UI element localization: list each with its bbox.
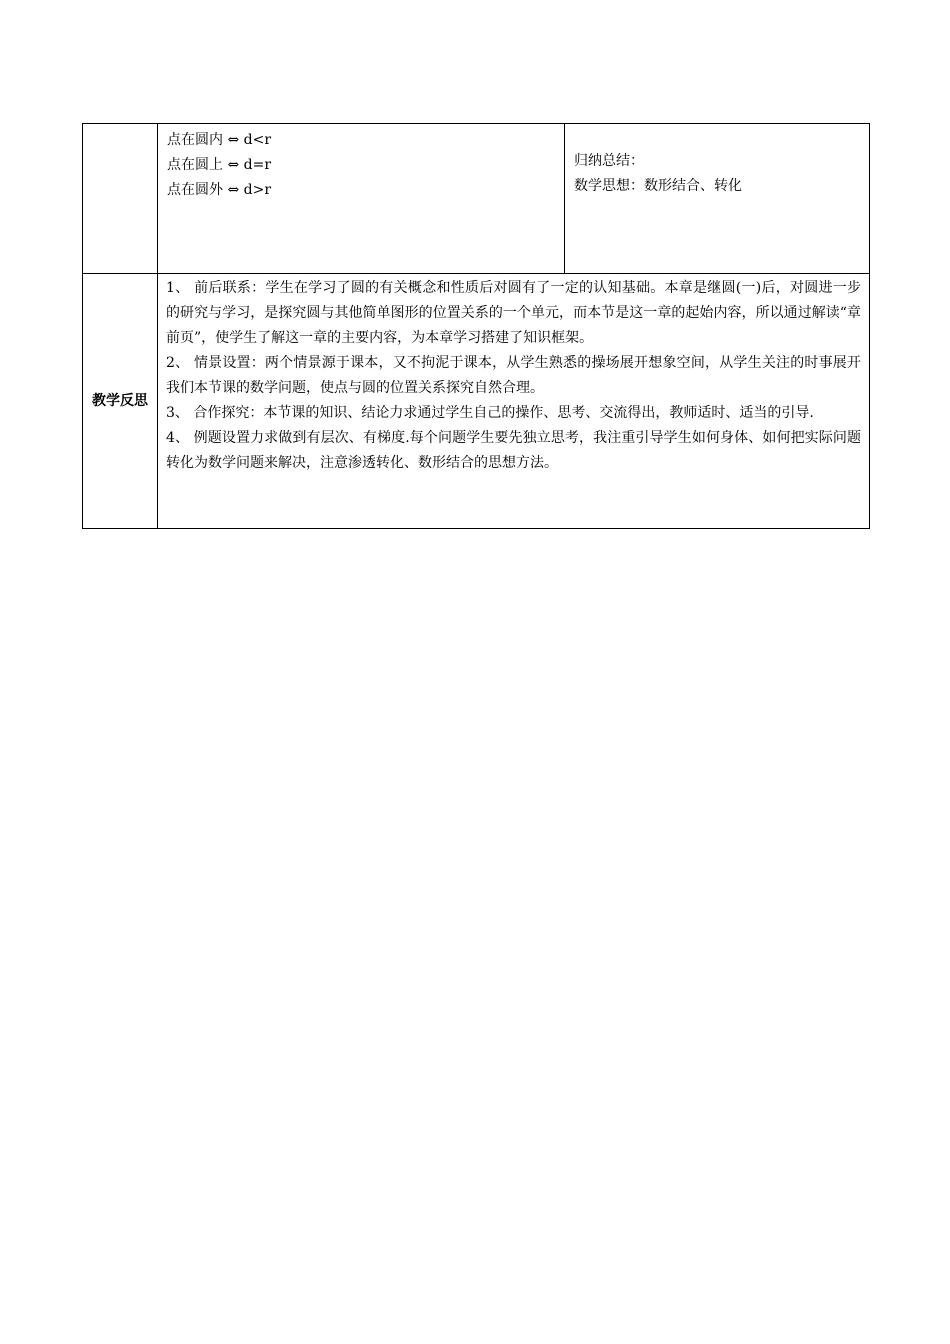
reflection-paragraph-2: 2、 情景设置：两个情景源于课本，又不拘泥于课本，从学生熟悉的操场展开想象空间，从学生关注的时事展开我们本节课的数学问题，使点与圆的位置关系探究自然合理。	[166, 355, 861, 396]
empty-label-cell	[83, 124, 158, 274]
table-row-summary	[83, 124, 870, 274]
reflection-paragraph-1: 1、 前后联系：学生在学习了圆的有关概念和性质后对圆有了一定的认知基础。本章是继圆(一)后，对圆进一步的研究与学习，是探究圆与其他简单图形的位置关系的一个单元，而本节是这一章的起始内容，所以通过解读“章前页”，使学生了解这一章的主要内容，为本章学习搭建了知识框架。	[166, 280, 861, 346]
reflection-label: 教学反思	[83, 274, 158, 529]
reflection-paragraph-3: 3、 合作探究：本节课的知识、结论力求通过学生自己的操作、思考、交流得出，教师适时、适当的引导.	[166, 405, 814, 421]
relation-on: 点在圆上 ⇔ d=r	[167, 157, 272, 173]
reflection-paragraph-4: 4、 例题设置力求做到有层次、有梯度.每个问题学生要先独立思考，我注重引导学生如何身体、如何把实际问题转化为数学问题来解决，注意渗透转化、数形结合的思想方法。	[166, 430, 861, 471]
reflection-content-cell	[158, 274, 870, 529]
lesson-table	[82, 123, 870, 529]
relation-outside: 点在圆外 ⇔ d>r	[167, 182, 272, 198]
summary-heading: 归纳总结：	[574, 153, 644, 169]
point-circle-relations-cell	[158, 124, 565, 274]
math-thinking-text: 数学思想：数形结合、转化	[574, 178, 742, 194]
table-row-reflection	[83, 274, 870, 529]
relation-inside: 点在圆内 ⇔ d<r	[167, 132, 272, 148]
summary-cell	[565, 124, 870, 274]
